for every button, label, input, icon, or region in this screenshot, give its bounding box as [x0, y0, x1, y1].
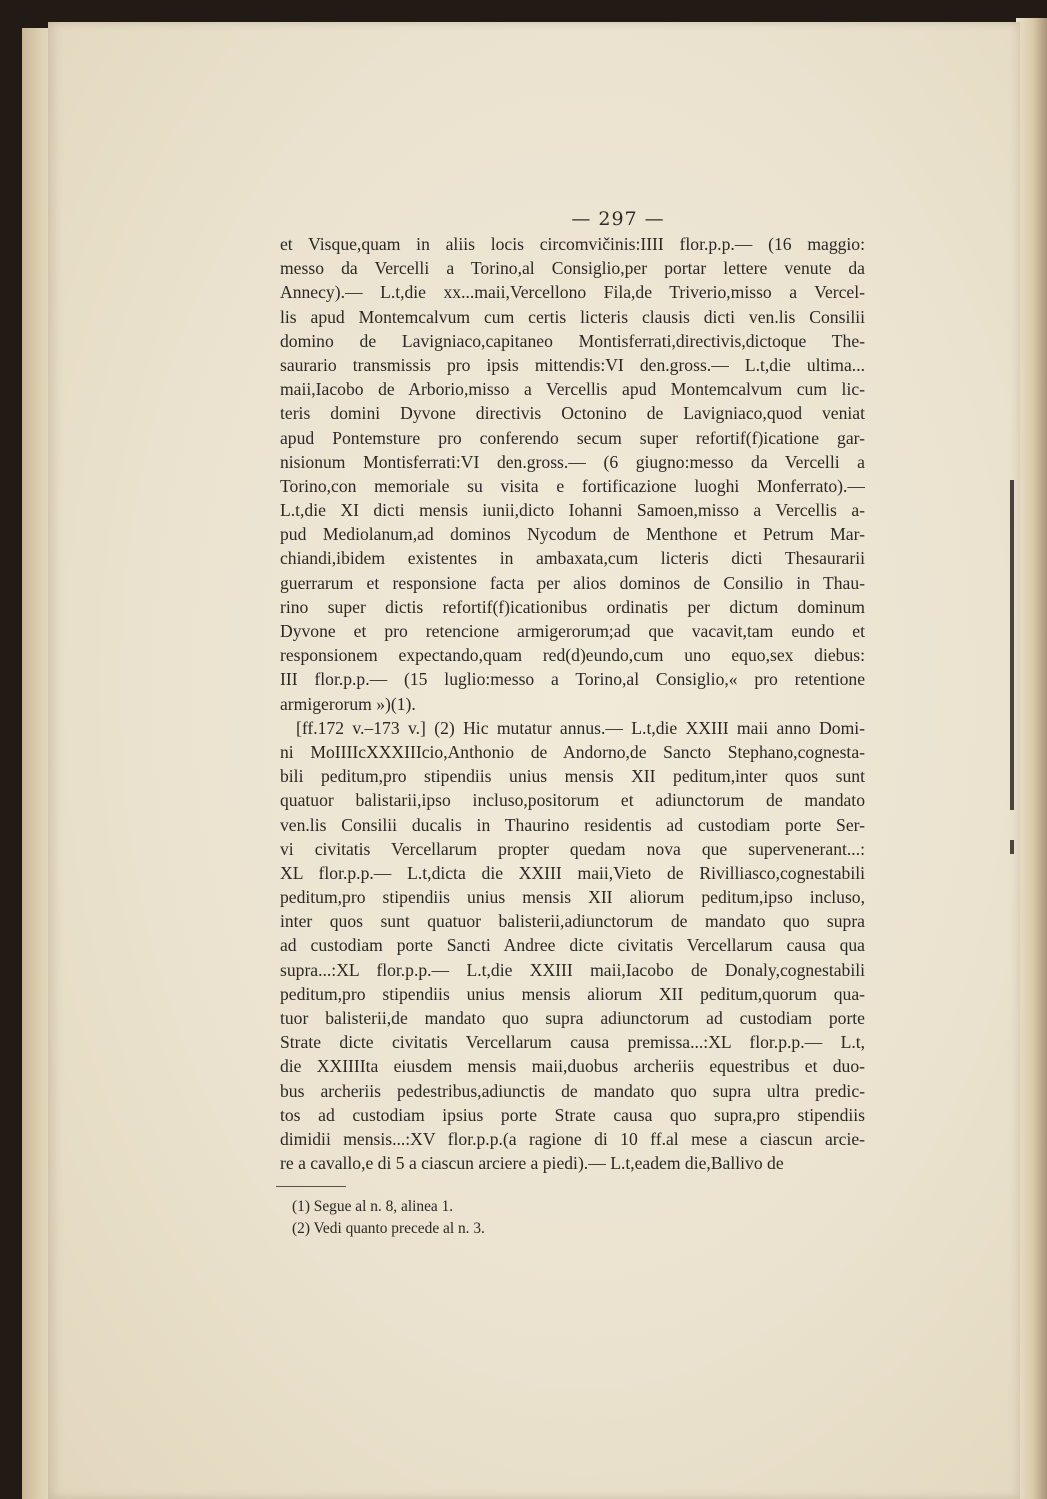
- right-page-edge: [1016, 18, 1047, 1499]
- text-line: rino super dictis refortif(f)icationibus ordinatis per dictum dominum: [280, 596, 865, 617]
- text-line: ad custodiam porte Sancti Andree dicte civitatis Vercellarum causa qua: [280, 935, 865, 956]
- text-line: saurario transmissis pro ipsis mittendis:VI den.gross.— L.t,die ultima...: [280, 354, 865, 375]
- body-text: [280, 232, 865, 1175]
- text-line: guerrarum et responsione facta per alios dominos de Consilio in Thau-: [280, 572, 865, 593]
- text-line: domino de Lavigniaco,capitaneo Montisferrati,directivis,dictoque The-: [280, 330, 865, 351]
- page-number: — 297 —: [571, 208, 665, 230]
- text-line: tuor balisterii,de mandato quo supra adiunctorum ad custodiam porte: [280, 1008, 865, 1028]
- text-line: dimidii mensis...:XV flor.p.p.(a ragione di 10 ff.al mese a ciascun arcie-: [280, 1128, 865, 1149]
- text-line: supra...:XL flor.p.p.— L.t,die XXIII maii,Iacobo de Donaly,cognestabili: [280, 959, 865, 980]
- text-line: bus archeriis pedestribus,adiunctis de mandato quo supra ultra predic-: [280, 1080, 865, 1101]
- text-line: ven.lis Consilii ducalis in Thaurino residentis ad custodiam porte Ser-: [280, 814, 865, 835]
- text-line: [ff.172 v.–173 v.] (2) Hic mutatur annus.— L.t,die XXIII maii anno Domi-: [296, 717, 865, 738]
- text-line: peditum,pro stipendiis unius mensis XII aliorum peditum,ipso incluso,: [280, 887, 865, 908]
- footnotes: [292, 1196, 485, 1240]
- margin-ink-mark: [1010, 480, 1014, 810]
- footnote: (2) Vedi quanto precede al n. 3.: [292, 1220, 485, 1237]
- text-line: III flor.p.p.— (15 luglio:messo a Torino,al Consiglio,« pro retentione: [280, 669, 865, 690]
- text-line: tos ad custodiam ipsius porte Strate causa quo supra,pro stipendiis: [280, 1104, 865, 1125]
- text-line: re a cavallo,e di 5 a ciascun arciere a piedi).— L.t,eadem die,Ballivo de: [280, 1153, 784, 1174]
- text-line: nisionum Montisferrati:VI den.gross.— (6 giugno:messo da Vercelli a: [280, 451, 865, 472]
- text-line: vi civitatis Vercellarum propter quedam nova que supervenerant...:: [280, 838, 865, 859]
- text-line: maii,Iacobo de Arborio,misso a Vercellis apud Montemcalvum cum lic-: [280, 379, 865, 400]
- text-line: et Visque,quam in aliis locis circomvičinis:IIII flor.p.p.— (16 maggio:: [280, 234, 865, 254]
- text-line: inter quos sunt quatuor balisterii,adiunctorum de mandato quo supra: [280, 911, 865, 932]
- text-line: Strate dicte civitatis Vercellarum causa premissa...:XL flor.p.p.— L.t,: [280, 1032, 865, 1053]
- text-line: Annecy).— L.t,die xx...maii,Vercellono Fila,de Triverio,misso a Vercel-: [280, 282, 865, 303]
- footnote-divider: [276, 1186, 346, 1187]
- text-line: messo da Vercelli a Torino,al Consiglio,per portar lettere venute da: [280, 258, 865, 279]
- text-line: responsionem expectando,quam red(d)eundo,cum uno equo,sex diebus:: [280, 645, 865, 666]
- margin-ink-dot: [1010, 840, 1014, 854]
- text-line: teris domini Dyvone directivis Octonino de Lavigniaco,quod veniat: [280, 403, 865, 424]
- text-line: bili peditum,pro stipendiis unius mensis XII peditum,inter quos sunt: [280, 766, 865, 787]
- text-line: apud Pontemsture pro conferendo secum super refortif(f)icatione gar-: [280, 427, 865, 448]
- text-line: ni MoIIIIcXXXIIIcio,Anthonio de Andorno,de Sancto Stephano,cognesta-: [280, 741, 865, 762]
- text-line: die XXIIIIta eiusdem mensis maii,duobus archeriis equestribus et duo-: [280, 1056, 865, 1077]
- text-line: pud Mediolanum,ad dominos Nycodum de Menthone et Petrum Mar-: [280, 524, 865, 545]
- text-line: Torino,con memoriale su visita e fortificazione luoghi Monferrato).—: [280, 475, 865, 496]
- text-line: peditum,pro stipendiis unius mensis aliorum XII peditum,quorum qua-: [280, 983, 865, 1004]
- footnote: (1) Segue al n. 8, alinea 1.: [292, 1198, 454, 1215]
- text-line: L.t,die XI dicti mensis iunii,dicto Iohanni Samoen,misso a Vercellis a-: [280, 500, 865, 521]
- text-line: armigerorum »)(1).: [280, 693, 416, 714]
- text-line: Dyvone et pro retencione armigerorum;ad que vacavit,tam eundo et: [280, 621, 865, 641]
- text-line: XL flor.p.p.— L.t,dicta die XXIII maii,Vieto de Rivilliasco,cognestabili: [280, 862, 865, 883]
- text-line: quatuor balistarii,ipso incluso,positorum et adiunctorum de mandato: [280, 790, 865, 811]
- text-line: lis apud Montemcalvum cum certis licteris clausis dicti ven.lis Consilii: [280, 306, 865, 327]
- text-line: chiandi,ibidem existentes in ambaxata,cum licteris dicti Thesaurarii: [280, 548, 865, 569]
